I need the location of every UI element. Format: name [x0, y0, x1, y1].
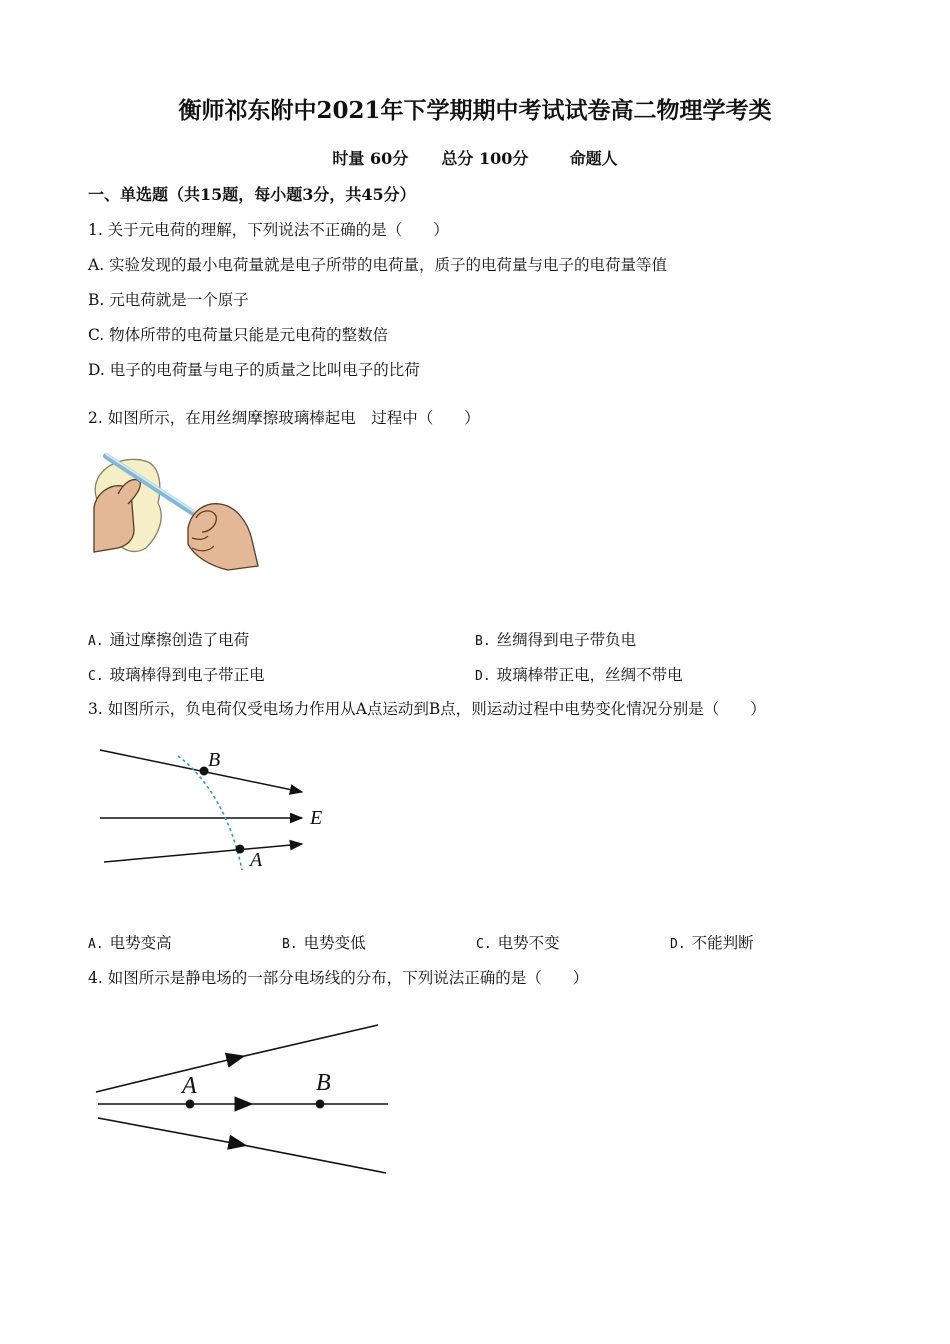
question-1-option-a: A. 实验发现的最小电荷量就是电子所带的电荷量，质子的电荷量与电子的电荷量等值 — [88, 256, 668, 274]
option-letter: A. — [88, 937, 104, 952]
electric-field-lines-figure-q4 — [90, 1015, 400, 1185]
question-1-option-c: C. 物体所带的电荷量只能是元电荷的整数倍 — [88, 326, 389, 344]
question-4-stem: 4. 如图所示是静电场的一部分电场线的分布，下列说法正确的是（ ） — [88, 969, 589, 987]
question-3-stem: 3. 如图所示，负电荷仅受电场力作用从A点运动到B点，则运动过程中电势变化情况分别是（ ） — [88, 700, 766, 718]
option-letter: B. — [282, 937, 298, 952]
option-letter: C. — [88, 669, 104, 684]
option-text: 玻璃棒带正电，丝绸不带电 — [496, 666, 683, 684]
option-text: 电势不变 — [497, 934, 560, 952]
section-heading: 一、单选题（共15题，每小题3分，共45分） — [88, 185, 416, 204]
question-1-stem: 1. 关于元电荷的理解，下列说法不正确的是（ ） — [88, 221, 449, 239]
label-b: B — [208, 749, 221, 771]
question-2-option-b — [475, 628, 636, 650]
question-3-option-b — [282, 931, 366, 953]
point-a — [186, 1100, 195, 1109]
question-1-option-d: D. 电子的电荷量与电子的质量之比叫电子的比荷 — [88, 361, 420, 379]
option-letter: B. — [475, 634, 491, 649]
option-text: 丝绸得到电子带负电 — [496, 631, 637, 649]
option-letter: A. — [88, 634, 104, 649]
field-line-bottom — [104, 844, 302, 862]
option-letter: D. — [670, 937, 686, 952]
question-2-option-a — [88, 628, 249, 650]
electric-field-lines-figure-q3 — [90, 738, 350, 878]
option-letter: D. — [475, 669, 491, 684]
label-a: A — [250, 849, 263, 871]
option-text: 玻璃棒得到电子带正电 — [109, 666, 265, 684]
question-3-option-c — [476, 931, 560, 953]
field-line-upper — [96, 1025, 378, 1092]
question-1-option-b: B. 元电荷就是一个原子 — [88, 291, 249, 309]
question-2-option-c — [88, 663, 265, 685]
total-label: 总分 100分 — [441, 149, 529, 168]
exam-meta — [0, 146, 950, 169]
point-b — [316, 1100, 325, 1109]
option-text: 电势变高 — [109, 934, 172, 952]
question-3-option-d — [670, 931, 754, 953]
question-3-option-a — [88, 931, 172, 953]
question-2-stem: 2. 如图所示，在用丝绸摩擦玻璃棒起电 过程中（ ） — [88, 409, 480, 427]
field-line-lower — [98, 1118, 386, 1173]
label-a: A — [182, 1073, 197, 1099]
label-e: E — [310, 807, 323, 829]
exam-title: 衡师祁东附中2021年下学期期中考试试卷高二物理学考类 — [178, 97, 772, 124]
author-label: 命题人 — [569, 149, 618, 168]
label-b: B — [316, 1070, 331, 1096]
point-a — [236, 845, 245, 854]
option-letter: C. — [476, 937, 492, 952]
question-2-option-d — [475, 663, 683, 685]
option-text: 通过摩擦创造了电荷 — [109, 631, 250, 649]
option-text: 电势变低 — [303, 934, 366, 952]
time-label: 时量 60分 — [332, 149, 409, 168]
silk-rubbing-glass-rod-figure — [88, 448, 263, 573]
option-text: 不能判断 — [691, 934, 754, 952]
